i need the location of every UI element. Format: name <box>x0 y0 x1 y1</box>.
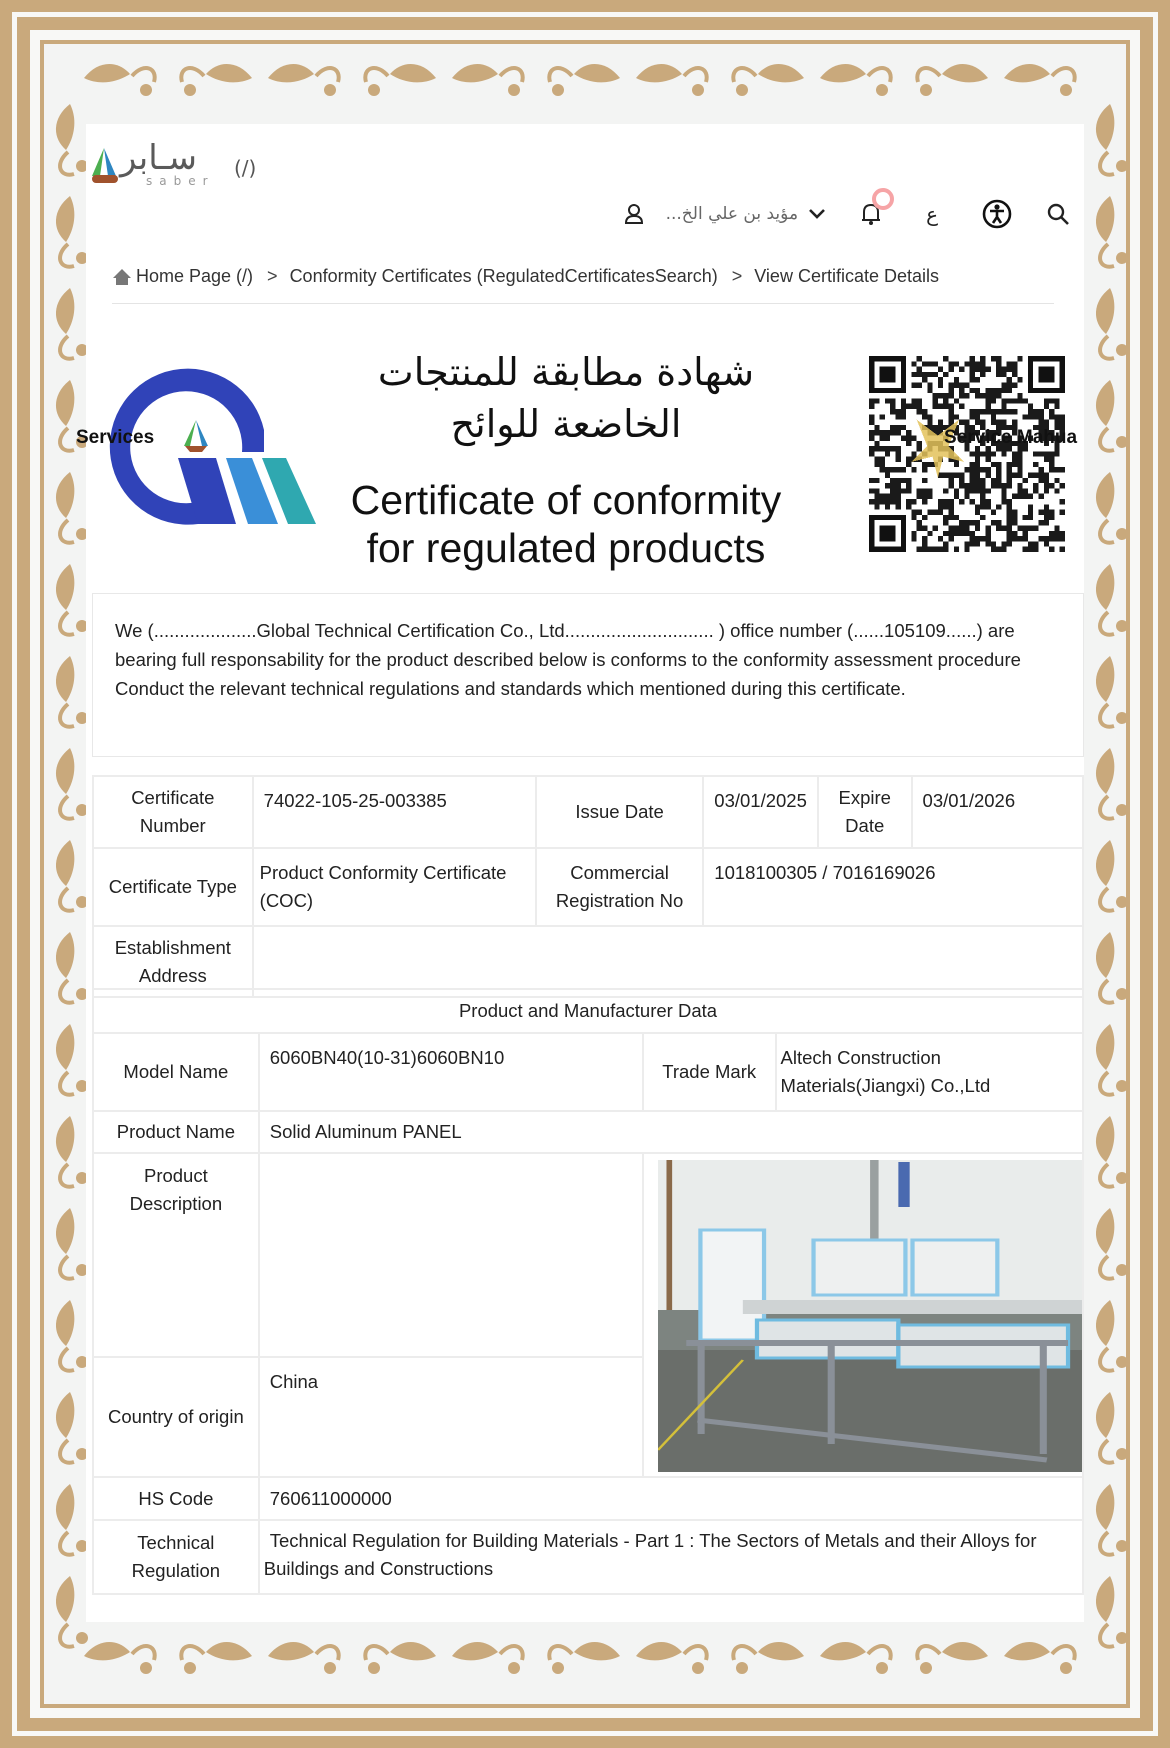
expire-date-label: Expire Date <box>818 776 912 848</box>
certificate-type-value: Product Conformity Certificate (COC) <box>253 848 536 926</box>
logo-subtitle: saber <box>146 174 215 188</box>
certificate-title-arabic <box>316 346 816 450</box>
title-en-line1: Certificate of conformity <box>350 477 782 523</box>
gti-logo <box>86 360 326 540</box>
table-row <box>93 1520 1083 1594</box>
technical-regulation-value: Technical Regulation for Building Materials - Part 1 : The Sectors of Metals and their Alloys for Buildings and Constructions <box>259 1520 1083 1594</box>
table-row <box>93 1153 1083 1357</box>
chevron-down-icon[interactable] <box>808 208 826 220</box>
hs-code-label: HS Code <box>93 1477 259 1520</box>
home-icon <box>112 268 132 286</box>
model-name-label: Model Name <box>93 1033 259 1111</box>
search-icon[interactable] <box>1046 202 1070 226</box>
user-icon[interactable] <box>624 203 644 225</box>
table-row <box>93 1033 1083 1111</box>
responsibility-statement: We (....................Global Technical Certification Co., Ltd............................. ) office number (......105109......) are bearing full responsability for the product described below is conforms to the conformity assessment procedure Conduct the relevant technical regulations and standards which mentioned during this certificate. <box>92 593 1084 757</box>
table-row <box>93 1111 1083 1153</box>
product-data-table <box>92 988 1084 1595</box>
top-navigation <box>596 196 1070 232</box>
hs-code-value: 760611000000 <box>259 1477 1083 1520</box>
table-row <box>93 926 1083 997</box>
certificate-number-label: Certificate Number <box>93 776 253 848</box>
trade-mark-label: Trade Mark <box>643 1033 776 1111</box>
model-name-value: 6060BN40(10-31)6060BN10 <box>259 1033 643 1111</box>
table-row <box>93 989 1083 1033</box>
breadcrumb-home[interactable]: Home Page (/) <box>136 266 254 286</box>
title-en-line2: for regulated products <box>366 525 766 571</box>
breadcrumb-separator: > <box>267 266 278 286</box>
establishment-address-label: Establishment Address <box>93 926 253 997</box>
section-title: Product and Manufacturer Data <box>93 989 1083 1033</box>
table-row <box>93 1477 1083 1520</box>
title-ar-line1: شهادة مطابقة للمنتجات <box>377 350 755 394</box>
title-ar-line2: الخاضعة للوائح <box>450 402 682 446</box>
notification-badge <box>872 188 894 210</box>
web-page-panel <box>76 124 1084 1622</box>
logo-text: سـابر <box>120 138 198 178</box>
certificate-type-label: Certificate Type <box>93 848 253 926</box>
commercial-registration-value: 1018100305 / 7016169026 <box>703 848 1083 926</box>
issue-date-label: Issue Date <box>536 776 703 848</box>
technical-regulation-label: Technical Regulation <box>93 1520 259 1594</box>
table-row <box>93 848 1083 926</box>
table-row <box>93 776 1083 848</box>
expire-date-value: 03/01/2026 <box>912 776 1083 848</box>
bell-icon[interactable] <box>860 202 882 226</box>
breadcrumb-conformity-certificates[interactable]: Conformity Certificates (RegulatedCertificatesSearch) <box>289 266 718 286</box>
saber-logo[interactable] <box>86 138 266 190</box>
country-of-origin-value: China <box>259 1357 643 1477</box>
country-of-origin-label: Country of origin <box>93 1357 259 1477</box>
qr-watermark-label: Service Mahua <box>944 427 1078 448</box>
breadcrumb <box>112 266 939 287</box>
qr-code <box>868 356 1066 552</box>
breadcrumb-current: View Certificate Details <box>754 266 939 286</box>
issue-date-value: 03/01/2025 <box>703 776 818 848</box>
product-description-value <box>259 1153 643 1357</box>
accessibility-icon[interactable] <box>982 199 1012 229</box>
user-name[interactable]: مؤيد بن علي الخ... <box>665 204 799 224</box>
product-name-value: Solid Aluminum PANEL <box>259 1111 1083 1153</box>
product-name-label: Product Name <box>93 1111 259 1153</box>
logo-services-label: Services <box>76 427 155 448</box>
logo-link[interactable]: (/) <box>234 156 257 180</box>
product-photo <box>658 1160 1082 1472</box>
saber-logo-icon <box>88 146 122 186</box>
certificate-details-table <box>92 775 1084 998</box>
certificate-title-english <box>316 476 816 572</box>
trade-mark-value: Altech Construction Materials(Jiangxi) Co.,Ltd <box>776 1033 1083 1111</box>
commercial-registration-label: Commercial Registration No <box>536 848 703 926</box>
breadcrumb-separator: > <box>731 266 743 286</box>
certificate-number-value: 74022-105-25-003385 <box>253 776 536 848</box>
divider <box>112 303 1054 304</box>
language-toggle[interactable]: ع <box>926 202 938 226</box>
establishment-address-value <box>253 926 1083 997</box>
product-photo-cell <box>643 1153 1083 1477</box>
product-description-label: Product Description <box>93 1153 259 1357</box>
